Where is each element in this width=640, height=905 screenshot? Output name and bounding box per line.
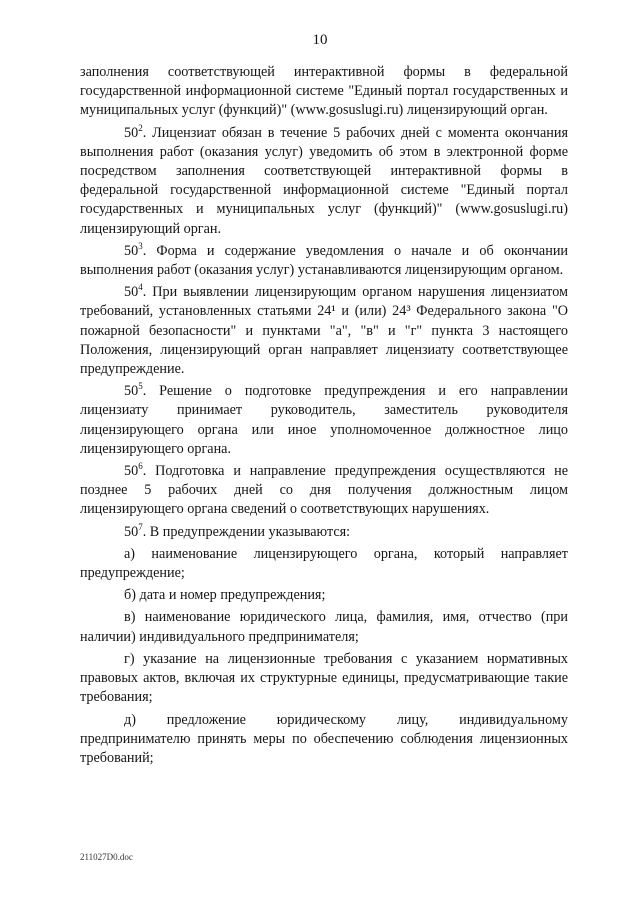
paragraph-number-superscript: 4 <box>138 282 143 293</box>
page-number: 10 <box>312 32 328 48</box>
paragraph-50-6 <box>80 462 568 520</box>
paragraph-text: . Форма и содержание уведомления о начале и об окончании выполнения работ (оказания услуг) устанавливаются лицензирующим органом. <box>80 242 568 279</box>
paragraph-continuation <box>80 63 568 121</box>
paragraph-number-superscript: 5 <box>138 381 143 392</box>
footer-filename: 211027D0.doc <box>80 852 133 862</box>
paragraph-number: 50 <box>124 124 139 141</box>
paragraph-number: 50 <box>124 383 139 400</box>
paragraph-number: 50 <box>124 242 139 259</box>
list-item-text: д) предложение юридическому лицу, индивидуальному предпринимателю принять меры по обеспечению соблюдения лицензионных требований; <box>80 711 568 766</box>
list-item-v <box>80 608 568 646</box>
list-item-d <box>80 711 568 769</box>
paragraph-text: заполнения соответствующей интерактивной формы в федеральной государственной информационной системе "Единый портал государственных и муниципальных услуг (функций)" (www.gosuslugi.ru) лицензирующий орган. <box>80 64 568 119</box>
paragraph-number-superscript: 2 <box>138 122 143 133</box>
paragraph-text: . Решение о подготовке предупреждения и его направлении лицензиату принимает руководитель, заместитель руководителя лицензирующего органа или иное уполномоченное должностное лицо лицензирующего органа. <box>80 383 568 457</box>
paragraph-number-superscript: 6 <box>138 461 143 472</box>
document-body <box>80 63 568 771</box>
paragraph-number-superscript: 7 <box>138 521 143 532</box>
paragraph-50-5 <box>80 382 568 459</box>
list-item-text: в) наименование юридического лица, фамилия, имя, отчество (при наличии) индивидуального предпринимателя; <box>80 609 568 645</box>
list-item-text: г) указание на лицензионные требования с указанием нормативных правовых актов, включая их структурные единицы, предусматривающие такие требования; <box>80 650 568 706</box>
list-item-b <box>80 586 568 605</box>
paragraph-50-2 <box>80 124 568 239</box>
paragraph-text: . Лицензиат обязан в течение 5 рабочих дней с момента окончания выполнения работ (оказания услуг) уведомить об этом в электронной форме посредством заполнения соответствующей интерактивной формы в федеральной государственной информационной системе "Единый портал государственных и муниципальных услуг (функций)" (www.gosuslugi.ru) лицензирующий орган. <box>80 124 568 237</box>
list-item-text: б) дата и номер предупреждения; <box>124 587 326 604</box>
paragraph-number: 50 <box>124 523 139 540</box>
paragraph-number-superscript: 3 <box>138 240 143 251</box>
list-item-g <box>80 650 568 708</box>
paragraph-50-4 <box>80 283 568 379</box>
paragraph-number: 50 <box>124 284 139 301</box>
paragraph-text: . При выявлении лицензирующим органом нарушения лицензиатом требований, установленных статьями 24¹ и (или) 24³ Федерального закона "О пожарной безопасности" и пунктами "а", "в" и "г" пункта 3 настоящего Положения, лицензирующий орган направляет лицензиату соответствующее предупреждение. <box>80 284 568 378</box>
list-item-a <box>80 545 568 583</box>
paragraph-text: . В предупреждении указываются: <box>142 523 351 540</box>
paragraph-50-3 <box>80 242 568 280</box>
paragraph-text: . Подготовка и направление предупреждения осуществляются не позднее 5 рабочих дней со дня получения должностным лицом лицензирующего органа сведений о соответствующих нарушениях. <box>80 463 568 518</box>
paragraph-number: 50 <box>124 463 139 480</box>
paragraph-50-7 <box>80 523 568 542</box>
list-item-text: а) наименование лицензирующего органа, который направляет предупреждение; <box>80 545 568 582</box>
